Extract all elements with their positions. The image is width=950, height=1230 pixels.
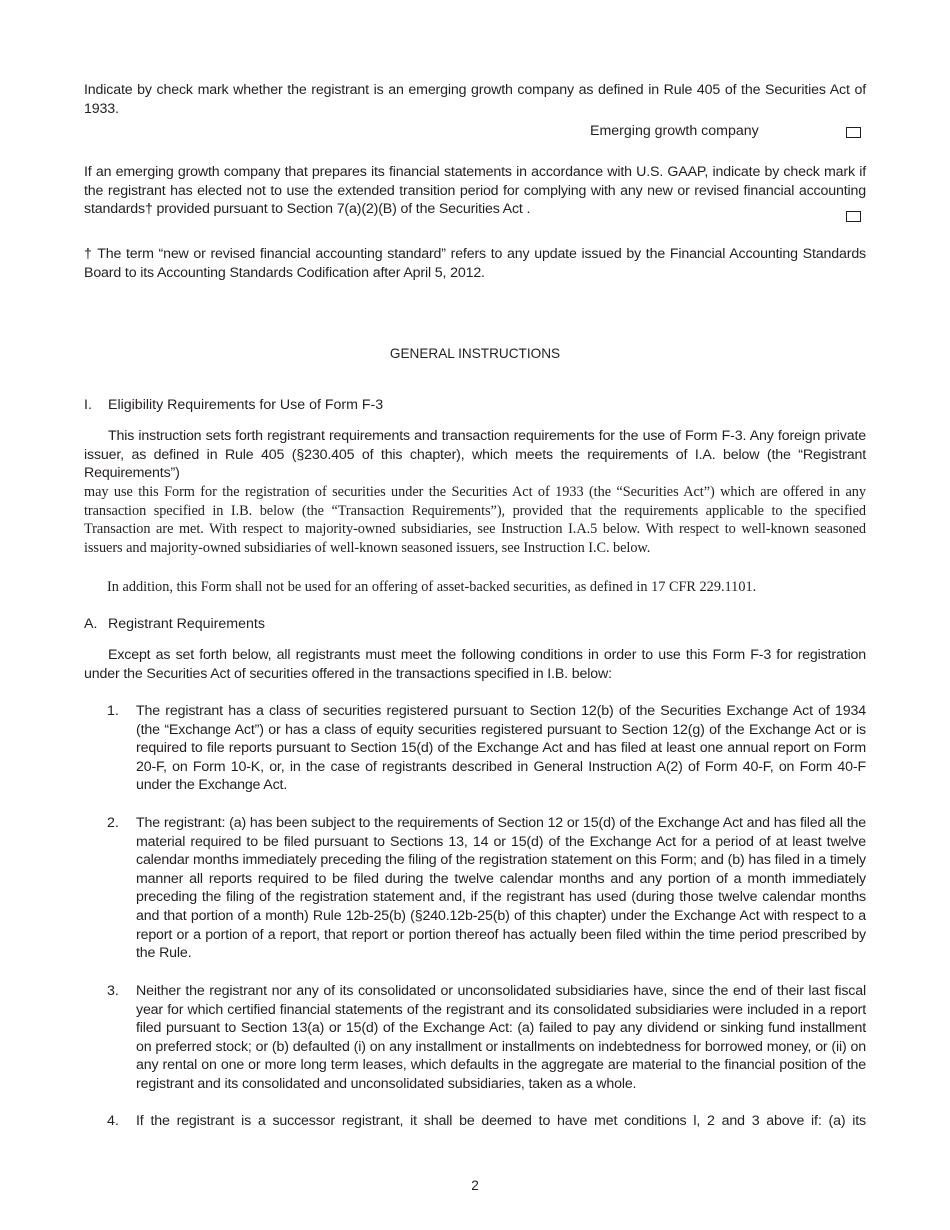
- egc-transition-text: If an emerging growth company that prepares its financial statements in accordance with U.S. GAAP, indicate by check mark if the registrant has elected not to use the extended transition period for complying with any new or revised financial accounting standards† provided pursuant to Section 7(a)(2)(B) of the Securities Act .: [84, 164, 866, 218]
- transition-period-checkbox[interactable]: [846, 211, 861, 222]
- item-2-number: 2.: [107, 815, 119, 831]
- section-A-number: A.: [84, 616, 98, 632]
- section-I-intro-continued: may use this Form for the registration of securities under the Securities Act of 1933 (the “Securities Act”) which are offered in any transaction specified in I.B. below (the “Transaction Requirements”), provided that the requirements applicable to the specified Transaction are met. With respect to majority-owned subsidiaries, see Instruction I.A.5 below. With respect to well-known seasoned issuers and majority-owned subsidiaries of well-known seasoned issuers, see Instruction I.C. below.: [84, 484, 866, 556]
- item-1-number: 1.: [107, 703, 119, 719]
- section-A-title: Registrant Requirements: [108, 616, 265, 632]
- section-A-intro: Except as set forth below, all registrants must meet the following conditions in order to use this Form F-3 for registration under the Securities Act of securities offered in the transactions specified in I.B. below:: [84, 647, 866, 682]
- page-title: GENERAL INSTRUCTIONS: [389, 346, 561, 361]
- item-4-text: If the registrant is a successor registrant, it shall be deemed to have met conditions l, 2 and 3 above if: (a) its: [136, 1113, 866, 1129]
- egc-checkbox[interactable]: [846, 127, 861, 138]
- section-I-intro: This instruction sets forth registrant requirements and transaction requirements for the use of Form F-3. Any foreign private issuer, as defined in Rule 405 (§230.405 of this chapter), which meets the requirements of I.A. below (the “Registrant Requirements”): [84, 428, 866, 482]
- section-I-title: Eligibility Requirements for Use of Form F-3: [108, 397, 384, 413]
- section-I-number: I.: [84, 397, 92, 413]
- egc-footnote: † The term “new or revised financial accounting standard” refers to any update issued by the Financial Accounting Standards Board to its Accounting Standards Codification after April 5, 2012.: [84, 246, 866, 281]
- item-2-text: The registrant: (a) has been subject to the requirements of Section 12 or 15(d) of the Exchange Act and has filed all the material required to be filed pursuant to Sections 13, 14 or 15(d) of the Exchange Act for a period of at least twelve calendar months immediately preceding the filing of the registration statement on this Form; and (b) has filed in a timely manner all reports required to be filed during the twelve calendar months and any portion of a month immediately preceding the filing of the registration statement and, if the registrant has used (during those twelve calendar months and that portion of a month) Rule 12b-25(b) (§240.12b-25(b) of this chapter) under the Exchange Act with respect to a report or a portion of a report, that report or portion thereof has actually been filed within the time period prescribed by the Rule.: [136, 815, 866, 962]
- page-number: 2: [471, 1178, 479, 1193]
- egc-question: Indicate by check mark whether the registrant is an emerging growth company as defined in Rule 405 of the Securities Act of 1933.: [84, 82, 866, 117]
- item-3-text: Neither the registrant nor any of its consolidated or unconsolidated subsidiaries have, since the end of their last fiscal year for which certified financial statements of the registrant and its consolidated subsidiaries were included in a report filed pursuant to Section 13(a) or 15(d) of the Exchange Act: (a) failed to pay any dividend or sinking fund installment on preferred stock; or (b) defaulted (i) on any installment or installments on indebtedness for borrowed money, or (ii) on any rental on one or more long term leases, which defaults in the aggregate are material to the financial position of the registrant and its consolidated and unconsolidated subsidiaries, taken as a whole.: [136, 983, 866, 1092]
- item-4-number: 4.: [107, 1113, 119, 1129]
- item-3-number: 3.: [107, 983, 119, 999]
- section-I-addition: In addition, this Form shall not be used for an offering of asset-backed securities, as defined in 17 CFR 229.1101.: [107, 579, 757, 595]
- egc-label: Emerging growth company: [590, 123, 759, 139]
- item-1-text: The registrant has a class of securities registered pursuant to Section 12(b) of the Securities Exchange Act of 1934 (the “Exchange Act”) or has a class of equity securities registered pursuant to Section 12(g) of the Exchange Act or is required to file reports pursuant to Section 15(d) of the Exchange Act and has filed at least one annual report on Form 20-F, on Form 10-K, or, in the case of registrants described in General Instruction A(2) of Form 40-F, on Form 40-F under the Exchange Act.: [136, 703, 866, 794]
